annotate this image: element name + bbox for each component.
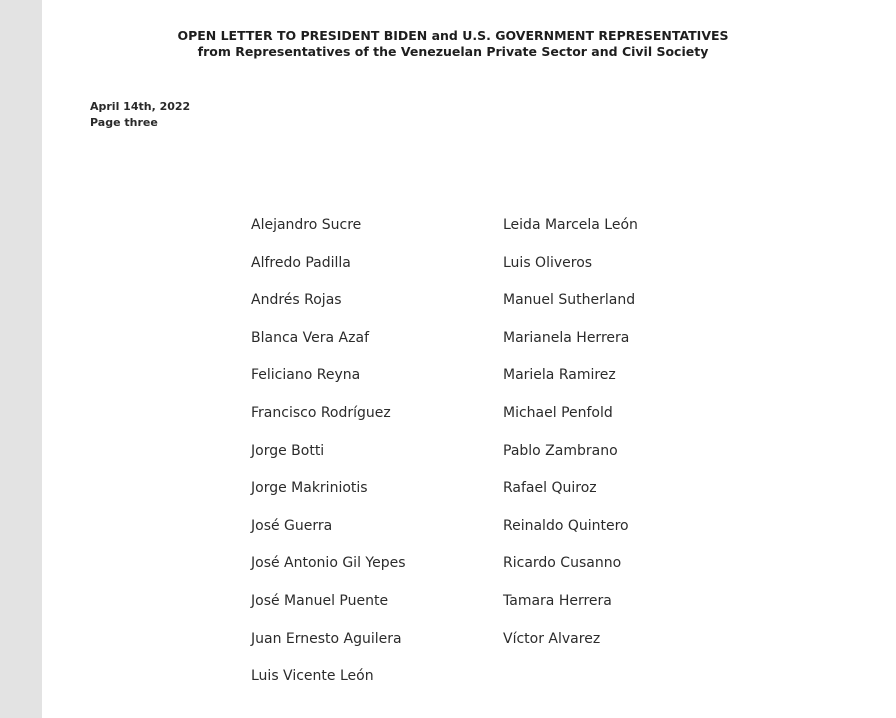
signatory-name: Mariela Ramirez	[503, 367, 616, 384]
signatory-name: Reinaldo Quintero	[503, 517, 629, 534]
signatory-name: Ricardo Cusanno	[503, 555, 622, 572]
signatory-name: Luis Vicente León	[251, 668, 374, 685]
signatory-name: Alejandro Sucre	[251, 217, 362, 233]
signatory-name: Michael Penfold	[503, 404, 613, 421]
signatory-name: José Guerra	[251, 517, 333, 534]
signatory-name: Pablo Zambrano	[503, 442, 618, 459]
signatory-name: Blanca Vera Azaf	[251, 329, 369, 346]
signatories-right-column	[503, 215, 638, 666]
signatory-name: Juan Ernesto Aguilera	[251, 630, 402, 647]
letter-subtitle: from Representatives of the Venezuelan Private Sector and Civil Society	[197, 44, 709, 59]
document-page	[42, 0, 896, 718]
signatory-name: Leida Marcela León	[503, 217, 638, 233]
signatory-name: Tamara Herrera	[503, 592, 612, 609]
letter-title: OPEN LETTER TO PRESIDENT BIDEN and U.S. GOVERNMENT REPRESENTATIVES	[177, 28, 729, 43]
letter-meta	[90, 99, 190, 131]
signatory-name: Manuel Sutherland	[503, 292, 636, 309]
signatory-name: José Antonio Gil Yepes	[251, 555, 406, 572]
signatory-name: Víctor Alvarez	[503, 630, 601, 647]
signatory-name: Feliciano Reyna	[251, 367, 361, 384]
signatory-name: José Manuel Puente	[251, 592, 389, 609]
letter-header	[42, 28, 864, 60]
signatory-name: Luis Oliveros	[503, 254, 593, 271]
signatory-name: Francisco Rodríguez	[251, 404, 391, 421]
page-label: Page three	[90, 116, 158, 129]
signatory-name: Alfredo Padilla	[251, 254, 351, 271]
letter-date: April 14th, 2022	[90, 100, 191, 113]
signatories-left-column	[251, 215, 406, 704]
signatory-name: Jorge Makriniotis	[251, 480, 368, 497]
viewer-left-margin	[0, 0, 42, 718]
signatory-name: Andrés Rojas	[251, 292, 342, 309]
signatory-name: Jorge Botti	[251, 442, 325, 459]
signatory-name: Rafael Quiroz	[503, 480, 597, 497]
signatory-name: Marianela Herrera	[503, 329, 630, 346]
